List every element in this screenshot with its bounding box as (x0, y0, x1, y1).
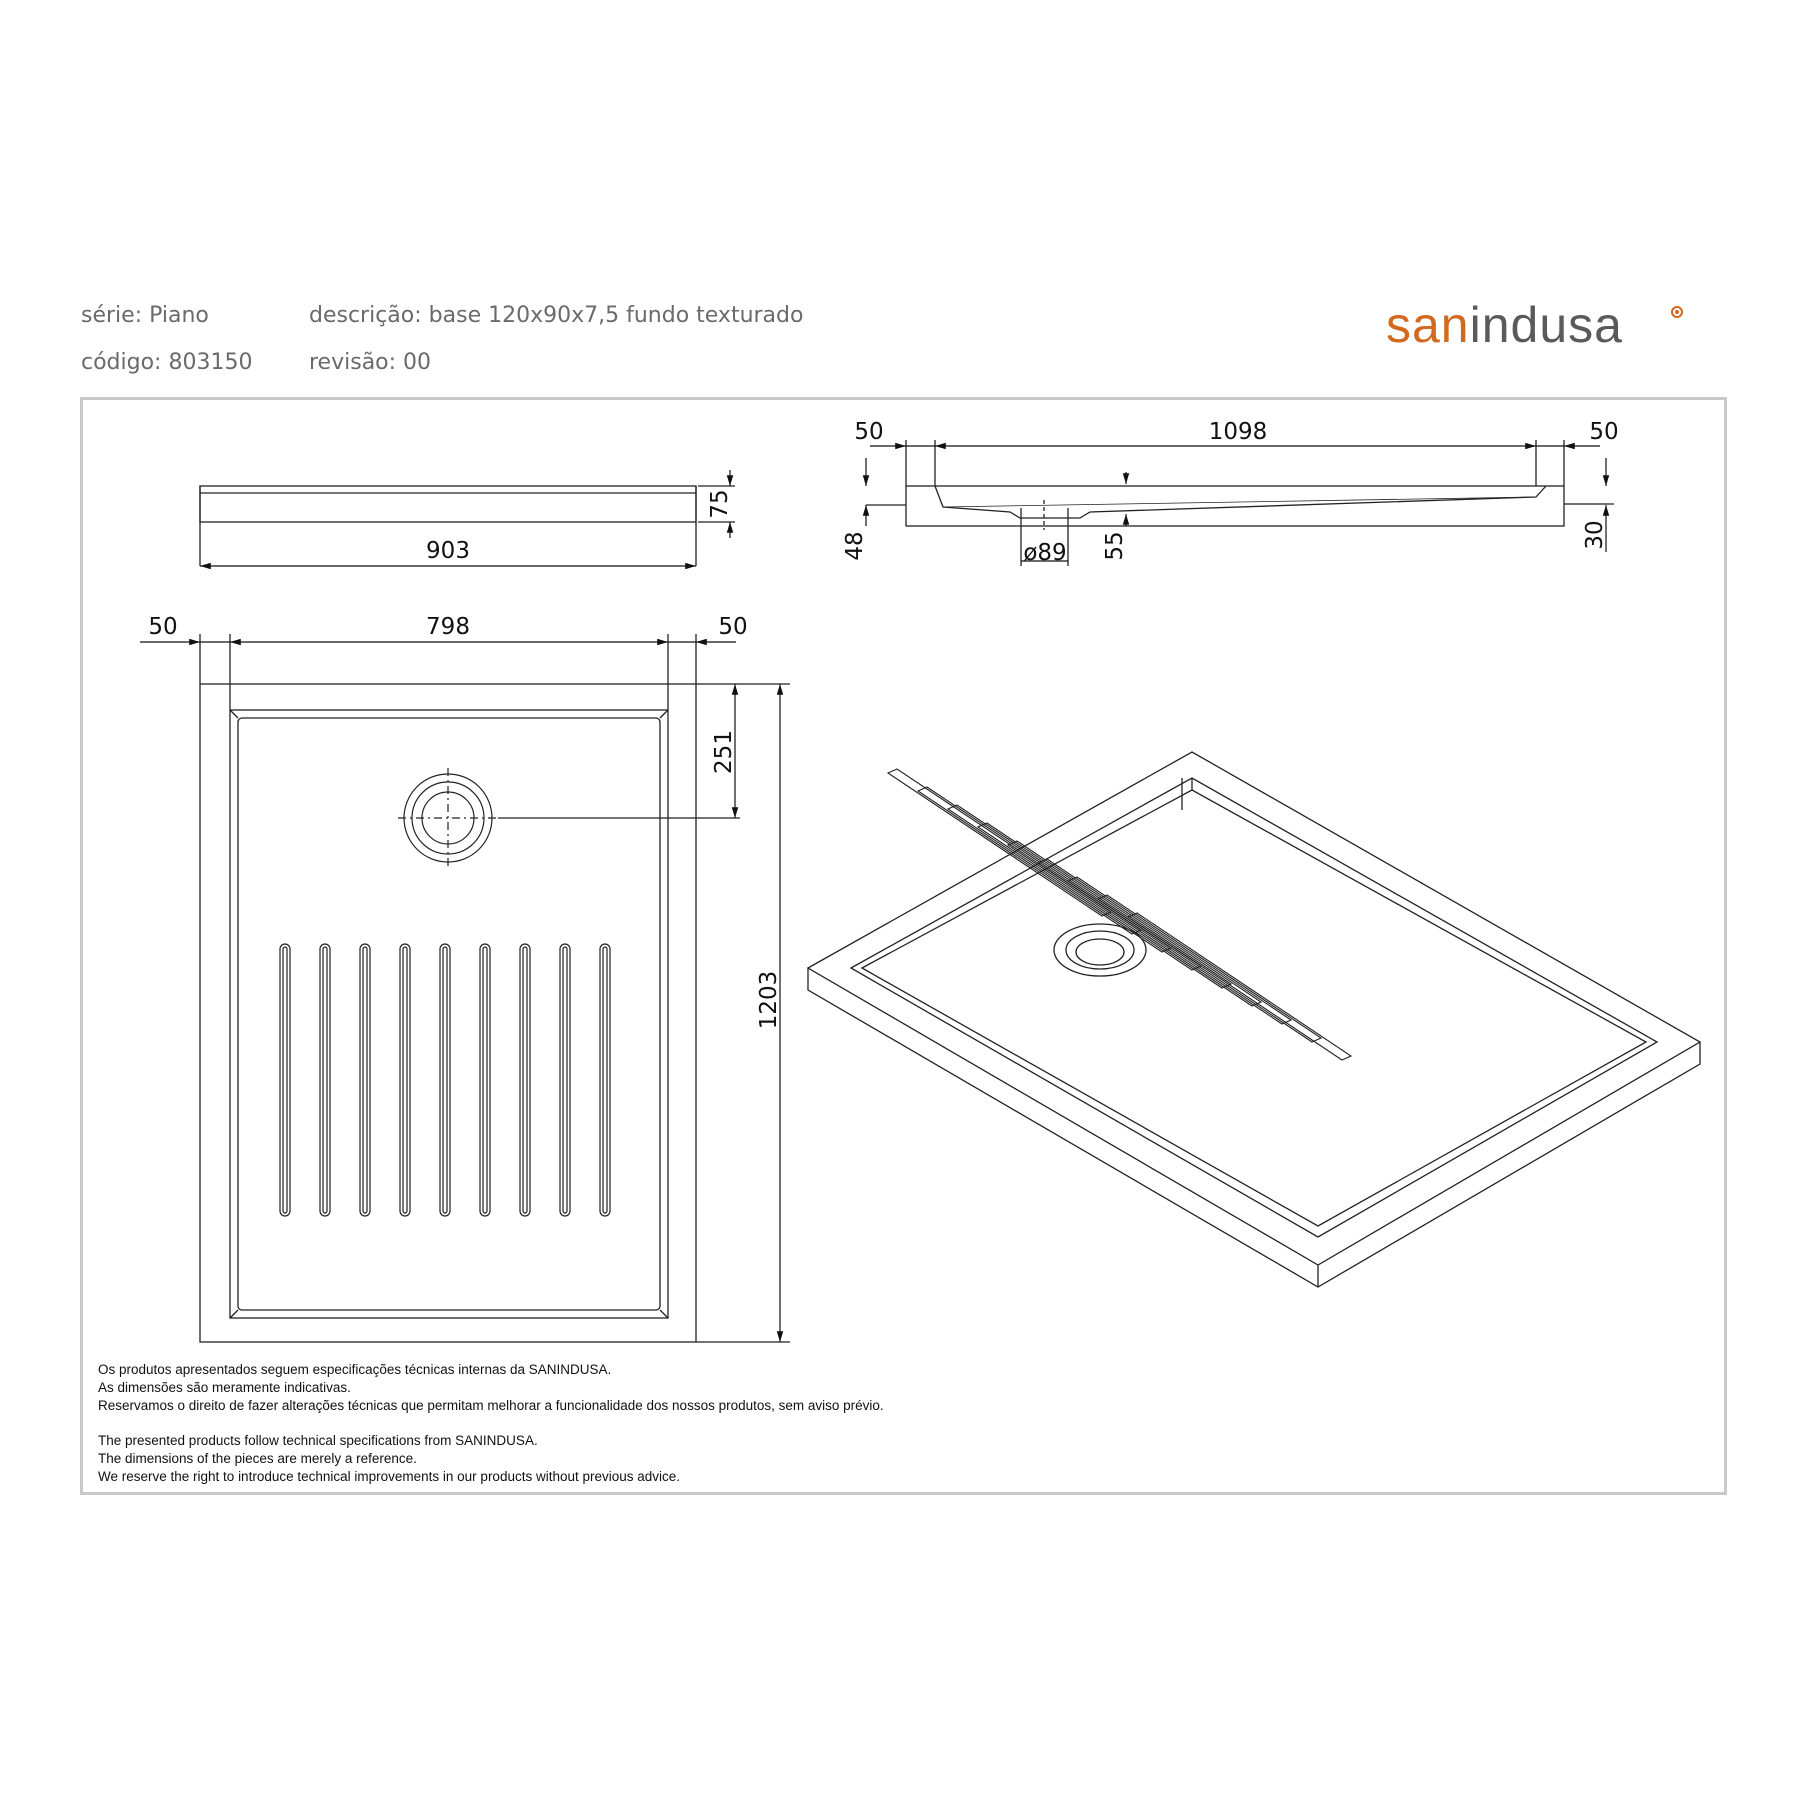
groove-outer (440, 944, 450, 1216)
groove-outer (520, 944, 530, 1216)
dim-front-depth-label: 48 (842, 531, 868, 561)
dim-side-width-label: 903 (426, 538, 470, 564)
drain (398, 768, 740, 868)
groove-outer (320, 944, 330, 1216)
dim-front-top (854, 419, 1618, 446)
dim-side-height (707, 470, 733, 538)
groove-inner (603, 947, 607, 1213)
note-pt-3: Reservamos o direito de fazer alterações técnicas que permitam melhorar a funcionalidade dos nossos produtos, sem aviso prévio. (98, 1398, 884, 1413)
dim-plan-left-label: 50 (148, 614, 178, 640)
groove-inner (523, 947, 527, 1213)
groove-outer (600, 944, 610, 1216)
dim-side-width (200, 538, 696, 566)
dim-plan-top (140, 614, 748, 642)
dim-front-depth (842, 458, 868, 561)
groove-outer (480, 944, 490, 1216)
dim-plan-right-label: 50 (718, 614, 748, 640)
dim-side-height-label: 75 (707, 489, 733, 519)
groove-outer (400, 944, 410, 1216)
dim-rim-height (1582, 458, 1608, 552)
groove-outer (280, 944, 290, 1216)
dim-plan-length-label: 1203 (756, 970, 782, 1030)
iso-grooves (888, 769, 1351, 1060)
front-elevation (866, 440, 1614, 566)
groove-inner (563, 947, 567, 1213)
dim-rim-height-label: 30 (1582, 520, 1608, 550)
logo-text-san: san (1386, 297, 1470, 353)
dim-drain-depth (1102, 472, 1128, 561)
revision-label: revisão: 00 (309, 350, 432, 375)
dim-plan-length (756, 684, 782, 1342)
series-label: série: Piano (81, 303, 209, 328)
code-label: código: 803150 (81, 350, 253, 375)
note-en-1: The presented products follow technical specifications from SANINDUSA. (98, 1433, 538, 1448)
dim-front-span-label: 1098 (1208, 419, 1268, 445)
dim-drain-offset-label: 251 (711, 730, 737, 774)
description-label: descrição: base 120x90x7,5 fundo texturado (309, 303, 804, 328)
logo-text-indusa: indusa (1469, 297, 1623, 353)
dim-drain-diameter (1021, 540, 1068, 566)
groove-outer (560, 944, 570, 1216)
groove-outer (360, 944, 370, 1216)
dim-plan-inner-width-label: 798 (426, 614, 470, 640)
dim-drain-offset (711, 684, 737, 818)
groove-inner (483, 947, 487, 1213)
isometric-view (808, 752, 1700, 1287)
dim-front-left-label: 50 (854, 419, 884, 445)
groove-inner (363, 947, 367, 1213)
groove-inner (443, 947, 447, 1213)
plan-grooves (280, 944, 610, 1216)
groove-inner (403, 947, 407, 1213)
note-en-3: We reserve the right to introduce technical improvements in our products without previous advice. (98, 1469, 681, 1484)
groove-inner (323, 947, 327, 1213)
groove-inner (283, 947, 287, 1213)
disclaimer-notes (98, 1361, 884, 1486)
dim-drain-diameter-label: ø89 (1023, 540, 1067, 566)
note-pt-1: Os produtos apresentados seguem especificações técnicas internas da SANINDUSA. (98, 1362, 612, 1377)
dim-front-right-label: 50 (1589, 419, 1619, 445)
note-pt-2: As dimensões são meramente indicativas. (98, 1380, 351, 1395)
note-en-2: The dimensions of the pieces are merely a reference. (98, 1451, 417, 1466)
plan-view (200, 634, 790, 1342)
dim-drain-depth-label: 55 (1102, 531, 1128, 561)
